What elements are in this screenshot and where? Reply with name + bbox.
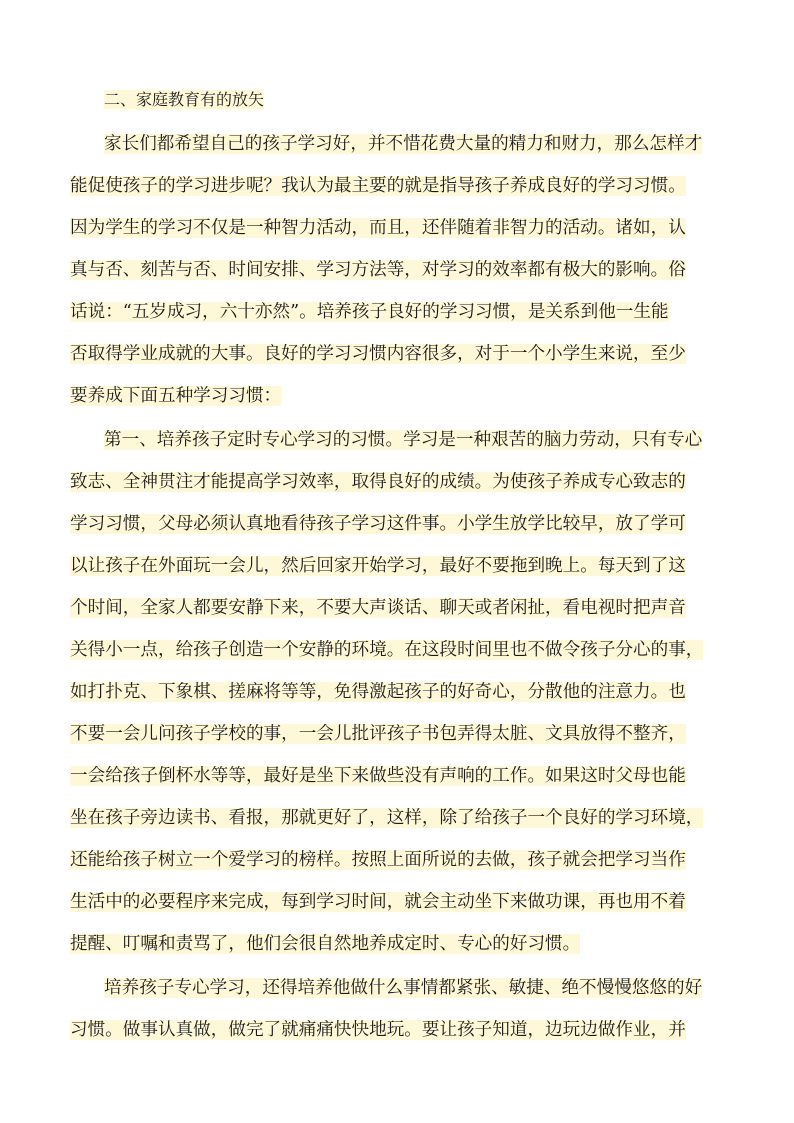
paragraph-2-line-2: 致志、全神贯注才能提高学习效率，取得良好的成绩。为使孩子养成专心致志的 (70, 472, 686, 492)
paragraph-1-line-6: 否取得学业成就的大事。良好的学习习惯内容很多，对于一个小学生来说，至少 (70, 344, 686, 364)
paragraph-2-line-1: 第一、培养孩子定时专心学习的习惯。学习是一种艰苦的脑力劳动，只有专心 (104, 430, 703, 450)
paragraph-1-line-4: 真与否、刻苦与否、时间安排、学习方法等，对学习的效率都有极大的影响。俗 (70, 260, 686, 280)
paragraph-2-line-12: 生活中的必要程序来完成，每到学习时间，就会主动坐下来做功课，再也用不着 (70, 892, 686, 912)
paragraph-2-line-10: 坐在孩子旁边读书、看报，那就更好了，这样，除了给孩子一个良好的学习环境， (70, 808, 704, 828)
paragraph-3-line-1: 培养孩子专心学习，还得培养他做什么事情都紧张、敏捷、绝不慢慢悠悠的好 (104, 978, 703, 998)
paragraph-3-line-2: 习惯。做事认真做，做完了就痛痛快快地玩。要让孩子知道，边玩边做作业，并 (70, 1020, 686, 1040)
paragraph-1-line-7: 要养成下面五种学习习惯： (70, 386, 282, 406)
paragraph-2-line-3: 学习习惯，父母必须认真地看待孩子学习这件事。小学生放学比较早，放了学可 (70, 514, 686, 534)
paragraph-1-line-3: 因为学生的学习不仅是一种智力活动，而且，还伴随着非智力的活动。诸如，认 (70, 218, 686, 238)
paragraph-2-line-7: 如打扑克、下象棋、搓麻将等等，免得激起孩子的好奇心，分散他的注意力。也 (70, 682, 686, 702)
paragraph-2-line-4: 以让孩子在外面玩一会儿，然后回家开始学习，最好不要拖到晚上。每天到了这 (70, 556, 686, 576)
paragraph-1-line-1: 家长们都希望自己的孩子学习好，并不惜花费大量的精力和财力，那么怎样才 (104, 134, 703, 154)
paragraph-2-line-6: 关得小一点，给孩子创造一个安静的环境。在这段时间里也不做令孩子分心的事， (70, 640, 704, 660)
paragraph-2-line-9: 一会给孩子倒杯水等等，最好是坐下来做些没有声响的工作。如果这时父母也能 (70, 766, 686, 786)
paragraph-2-line-8: 不要一会儿问孩子学校的事，一会儿批评孩子书包弄得太脏、文具放得不整齐， (70, 724, 686, 744)
paragraph-2-line-13: 提醒、叮嘱和责骂了，他们会很自然地养成定时、专心的好习惯。 (70, 934, 581, 954)
section-heading: 二、家庭教育有的放矢 (104, 90, 265, 109)
paragraph-1-line-2: 能促使孩子的学习进步呢？我认为最主要的就是指导孩子养成良好的学习习惯。 (70, 176, 686, 196)
paragraph-1-line-5: 话说：“五岁成习，六十亦然”。培养孩子良好的学习习惯，是关系到他一生能 (70, 302, 669, 322)
paragraph-2-line-5: 个时间，全家人都要安静下来，不要大声谈话、聊天或者闲扯，看电视时把声音 (70, 598, 686, 618)
paragraph-2-line-11: 还能给孩子树立一个爱学习的榜样。按照上面所说的去做，孩子就会把学习当作 (70, 850, 686, 870)
